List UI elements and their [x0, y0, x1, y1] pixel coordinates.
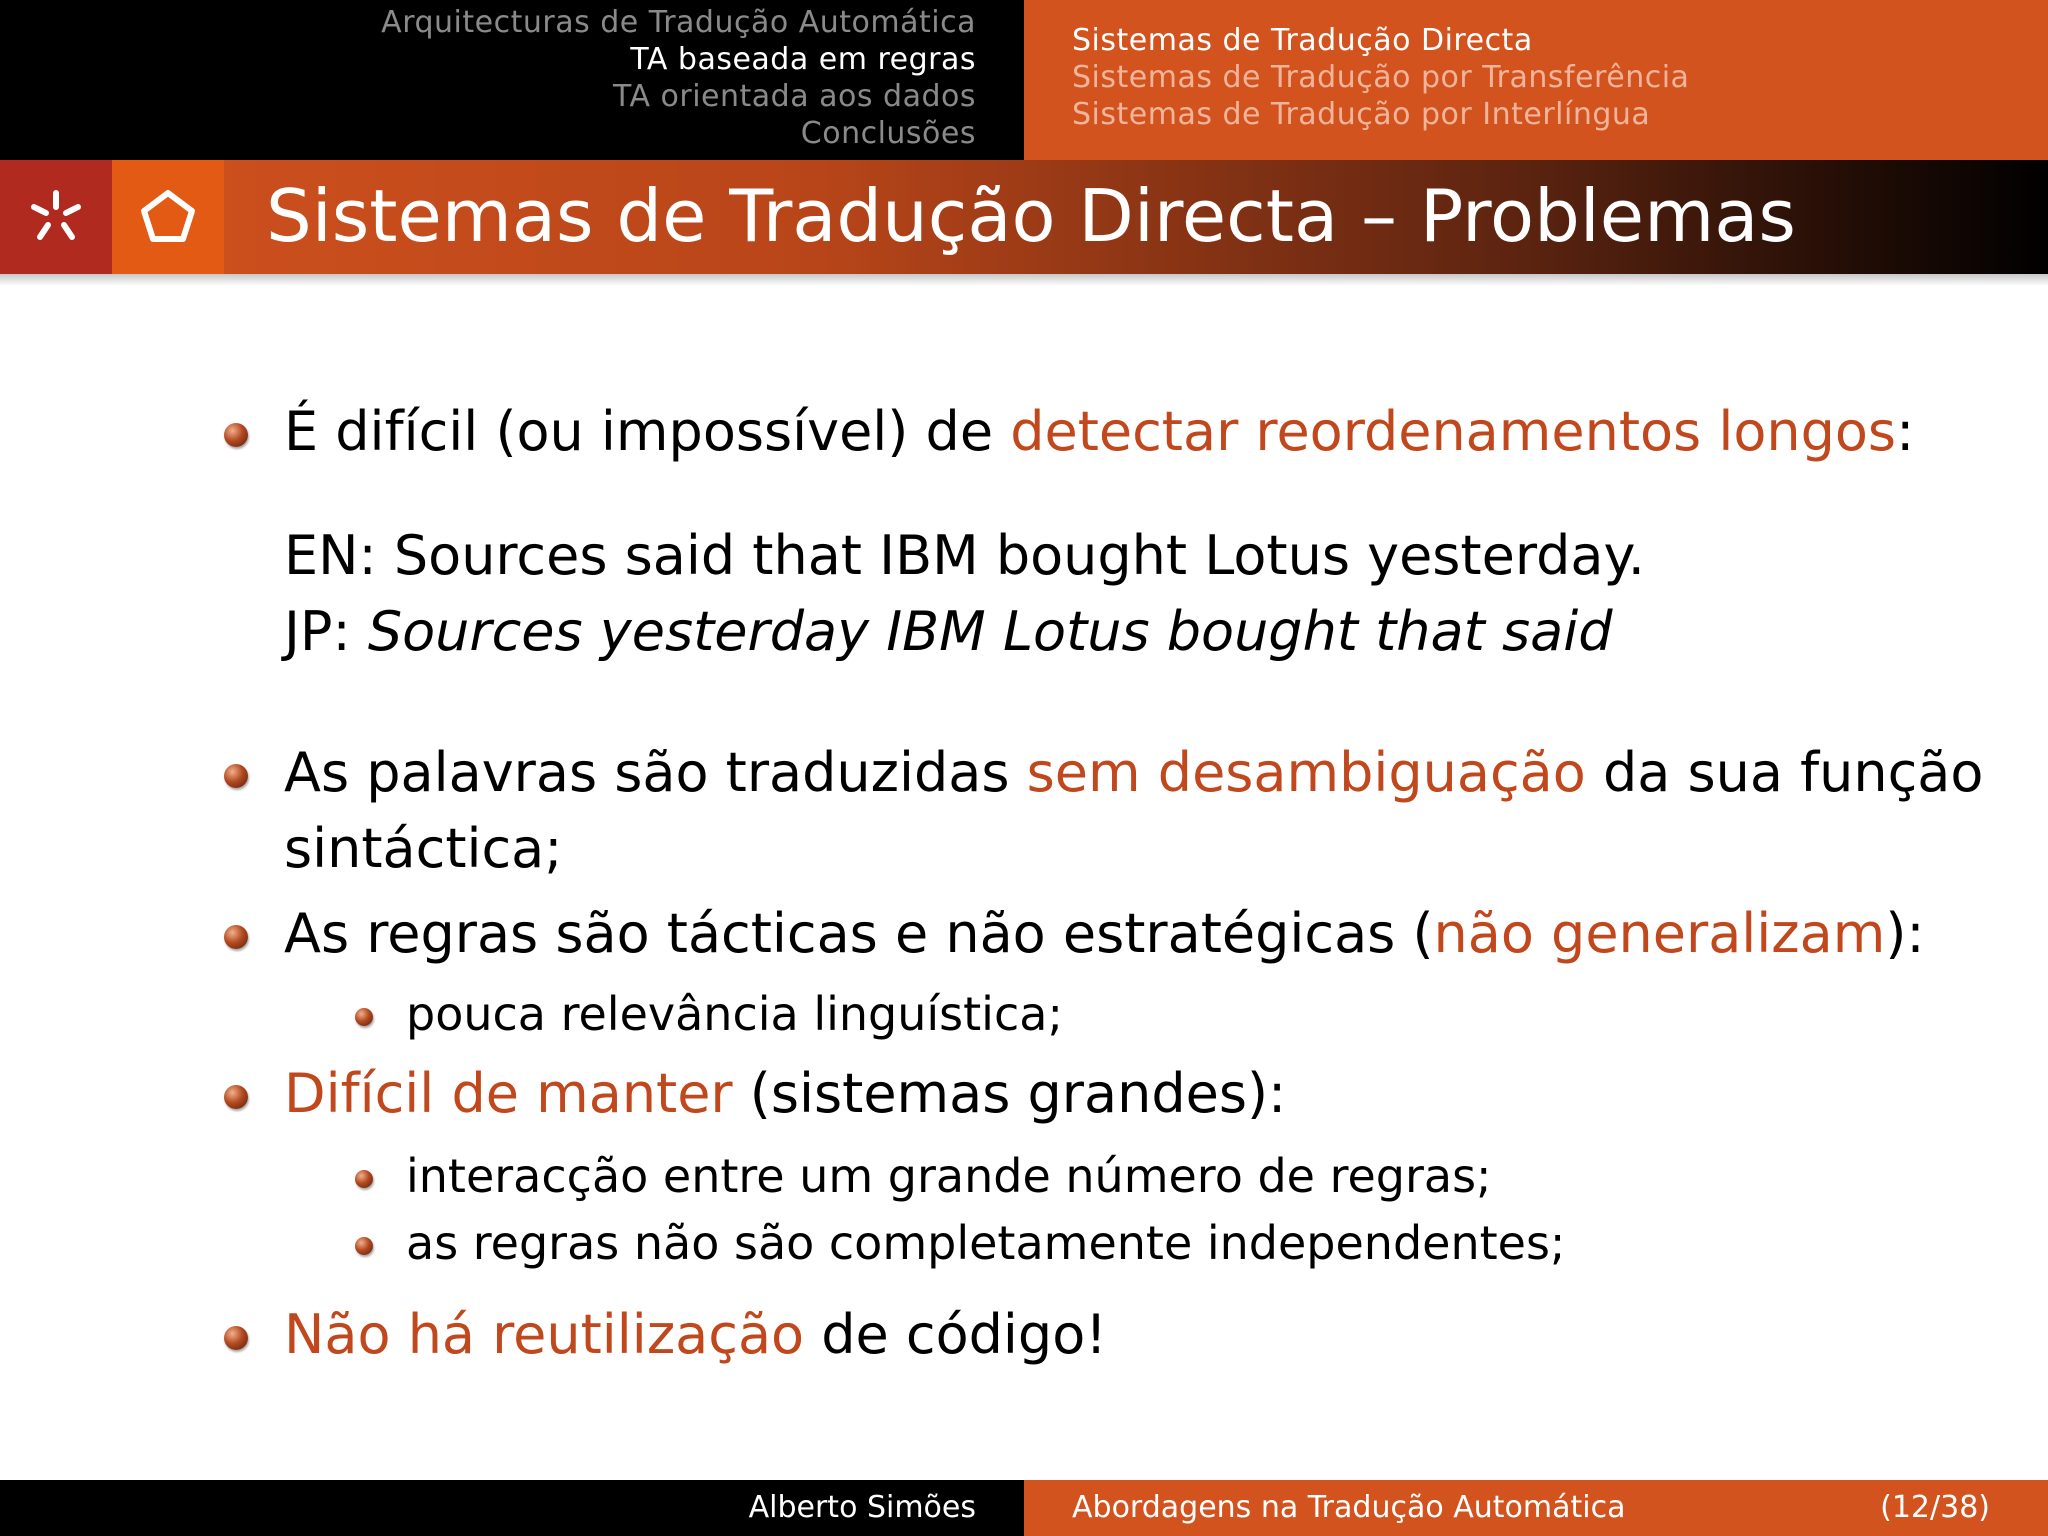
- list-item-continuation: sintáctica;: [284, 817, 563, 880]
- highlight-text: Não há reutilização: [284, 1303, 805, 1366]
- item-text: As regras são tácticas e não estratégicas (: [284, 902, 1434, 965]
- highlight-text: sem desambiguação: [1026, 741, 1586, 804]
- item-text: :: [1896, 400, 1915, 463]
- example-text: Sources yesterday IBM Lotus bought that said: [367, 600, 1613, 663]
- highlight-text: Difícil de manter: [284, 1062, 733, 1125]
- list-item-disambiguation: [284, 741, 1983, 805]
- nav-subsection-interlingua[interactable]: Sistemas de Tradução por Interlíngua: [1072, 97, 1651, 132]
- bullet-icon: [224, 925, 248, 949]
- list-item-tactical-rules: [284, 902, 1925, 966]
- slide-title: Sistemas de Tradução Directa – Problemas: [266, 174, 1796, 258]
- item-text: da sua função: [1585, 741, 1984, 804]
- list-item-reuse: [284, 1303, 1107, 1367]
- list-item-maintenance: [284, 1062, 1286, 1126]
- nav-section-conclusions[interactable]: Conclusões: [800, 116, 976, 151]
- nav-section-data-driven[interactable]: TA orientada aos dados: [612, 79, 976, 114]
- sub-list-item: pouca relevância linguística;: [406, 987, 1063, 1041]
- item-text: As palavras são traduzidas: [284, 741, 1027, 804]
- example-en: [284, 524, 1645, 588]
- footer-talk-title: Abordagens na Tradução Automática: [1072, 1490, 1626, 1525]
- sub-bullet-icon: [355, 1008, 373, 1026]
- bullet-icon: [224, 423, 248, 447]
- footer-author-area: [0, 1480, 1024, 1536]
- list-item-reordering: [284, 400, 1914, 464]
- example-text: Sources said that IBM bought Lotus yesterday.: [393, 524, 1645, 587]
- bullet-icon: [224, 764, 248, 788]
- sub-list-item: as regras não são completamente independentes;: [406, 1216, 1566, 1270]
- sub-bullet-icon: [355, 1170, 373, 1188]
- example-label: JP:: [284, 600, 368, 663]
- item-text: (sistemas grandes):: [732, 1062, 1287, 1125]
- nav-subsection-direct[interactable]: Sistemas de Tradução Directa: [1072, 23, 1533, 58]
- sub-list-item: interacção entre um grande número de regras;: [406, 1149, 1492, 1203]
- page-number: (12/38): [1880, 1490, 1990, 1525]
- nav-section-rule-based[interactable]: TA baseada em regras: [630, 42, 976, 77]
- example-label: EN:: [284, 524, 394, 587]
- example-jp: [284, 600, 1612, 664]
- item-text: É difícil (ou impossível) de: [284, 400, 1011, 463]
- footer-talk-area: [1024, 1480, 2048, 1536]
- nav-subsection-transfer[interactable]: Sistemas de Tradução por Transferência: [1072, 60, 1690, 95]
- highlight-text: não generalizam: [1433, 902, 1886, 965]
- item-text: de código!: [804, 1303, 1107, 1366]
- footer-author: Alberto Simões: [748, 1490, 976, 1525]
- nav-section-architectures[interactable]: Arquitecturas de Tradução Automática: [381, 5, 976, 40]
- highlight-text: detectar reordenamentos longos: [1010, 400, 1897, 463]
- bullet-icon: [224, 1085, 248, 1109]
- bullet-icon: [224, 1326, 248, 1350]
- item-text: ):: [1885, 902, 1925, 965]
- sub-bullet-icon: [355, 1237, 373, 1255]
- footer: [0, 1480, 2048, 1536]
